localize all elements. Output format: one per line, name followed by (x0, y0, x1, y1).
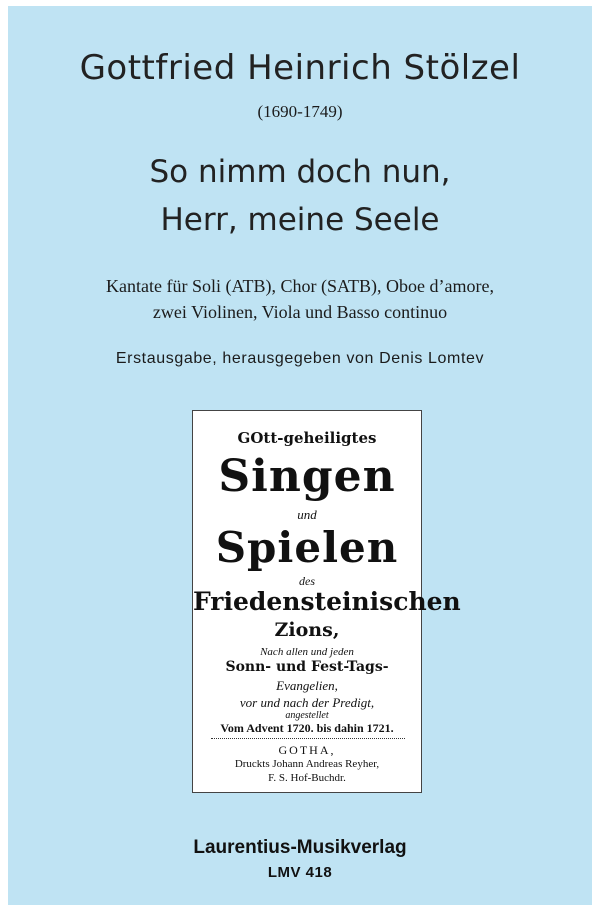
facsimile-line: Spielen (215, 523, 399, 572)
facsimile-line: GOtt-geheiligtes (237, 429, 377, 447)
facsimile-line: Sonn- und Fest-Tags- (225, 659, 389, 675)
facsimile-line: Vom Advent 1720. bis dahin 1721. (220, 721, 394, 735)
facsimile-line: F. S. Hof-Buchdr. (268, 772, 346, 784)
facsimile-line: Friedensteinischen (193, 587, 461, 616)
publisher-name: Laurentius-Musikverlag (193, 837, 407, 858)
composer-name: Gottfried Heinrich Stölzel (79, 48, 521, 88)
facsimile-line: Zions, (274, 619, 340, 641)
facsimile-line: GOTHA, (278, 743, 336, 757)
composer-dates: (1690-1749) (257, 102, 343, 121)
facsimile-line: des (299, 574, 315, 588)
scoring-line-1: Kantate für Soli (ATB), Chor (SATB), Oboe d’amore, (106, 276, 494, 296)
facsimile-line: Druckts Johann Andreas Reyher, (234, 758, 380, 770)
facsimile-line: Evangelien, (276, 678, 338, 693)
facsimile-title-page (192, 410, 461, 793)
facsimile-line: Singen (218, 451, 396, 502)
facsimile-line: angestellet (285, 710, 329, 721)
facsimile-divider (211, 738, 405, 739)
catalog-number: LMV 418 (267, 864, 333, 881)
scoring-line-2: zwei Violinen, Viola und Basso continuo (152, 302, 448, 322)
facsimile-line: und (297, 507, 317, 522)
edition-note: Erstausgabe, herausgegeben von Denis Lomtev (115, 350, 485, 367)
facsimile-line: vor und nach der Predigt, (239, 695, 375, 710)
score-cover (8, 6, 592, 905)
work-title-line-1: So nimm doch nun, (149, 154, 451, 190)
facsimile-line: Nach allen und jeden (260, 646, 354, 658)
work-title-line-2: Herr, meine Seele (160, 202, 440, 238)
